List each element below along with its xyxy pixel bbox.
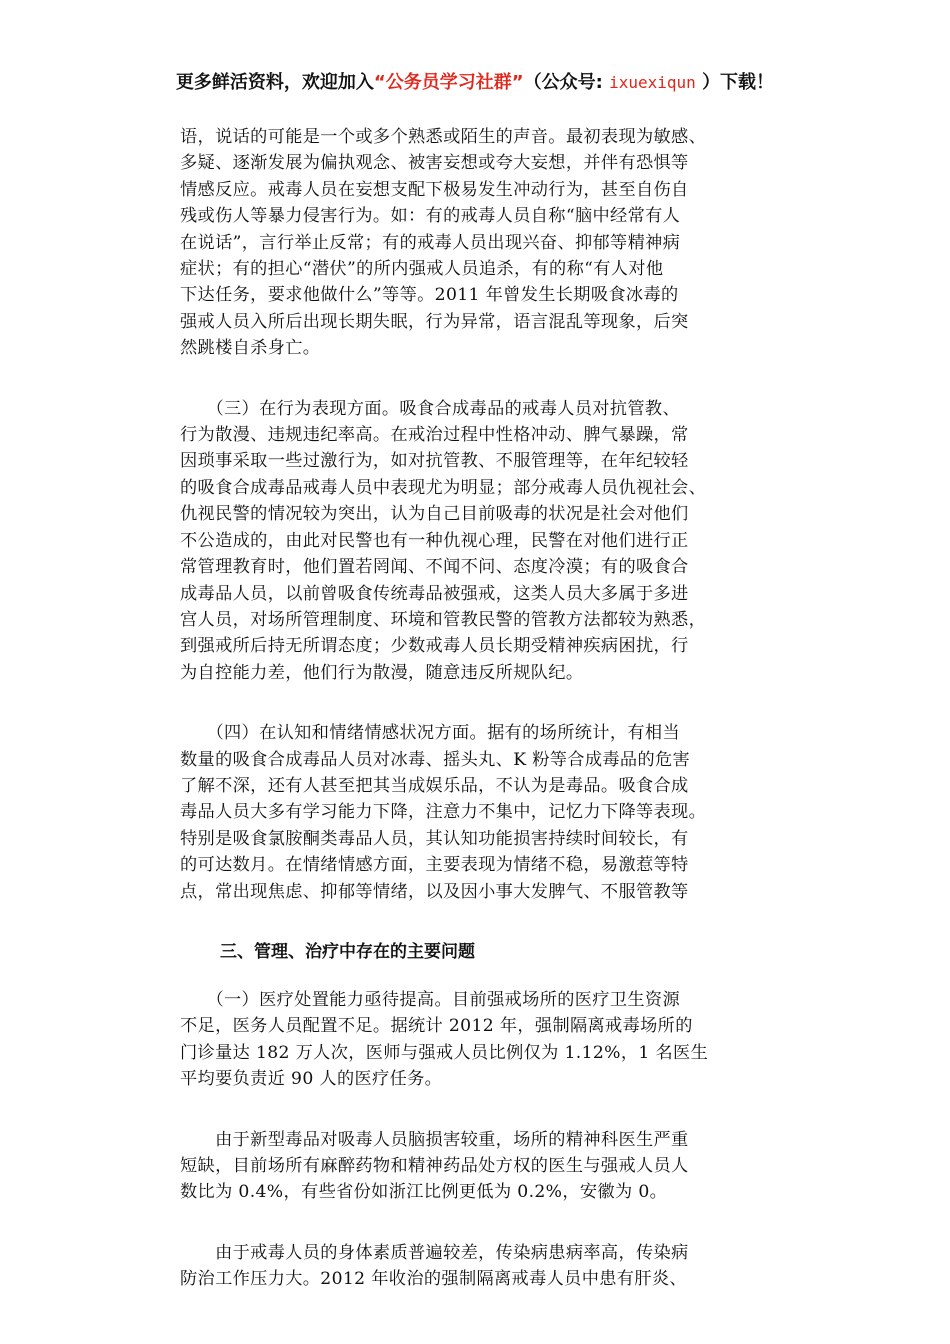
banner-middle: （公众号:: [523, 72, 603, 93]
text-line: 在说话”，言行举止反常；有的戒毒人员出现兴奋、抑郁等精神病: [180, 232, 681, 253]
text-line: 的可达数月。在情绪情感方面，主要表现为情绪不稳，易激惹等特: [180, 855, 689, 876]
paragraph-hallucination-continued: [180, 124, 780, 362]
text-line: 由于戒毒人员的身体素质普遍较差，传染病患病率高，传染病: [180, 1242, 689, 1263]
text-line: 的吸食合成毒品戒毒人员中表现尤为明显；部分戒毒人员仇视社会、: [180, 477, 707, 498]
text-line: 语，说话的可能是一个或多个熟悉或陌生的声音。最初表现为敏感、: [180, 127, 707, 147]
text-line: 毒品人员大多有学习能力下降，注意力不集中，记忆力下降等表现。: [180, 802, 707, 823]
text-line: 常管理教育时，他们置若罔闻、不闻不问、态度冷漠；有的吸食合: [180, 557, 689, 578]
banner-suffix: ）下载！: [702, 72, 775, 93]
document-body: [180, 124, 780, 1327]
text-line: 成毒品人员，以前曾吸食传统毒品被强戒，这类人员大多属于多进: [180, 583, 689, 604]
text-line: 数量的吸食合成毒品人员对冰毒、摇头丸、K 粉等合成毒品的危害: [180, 749, 691, 770]
text-line: （四）在认知和情绪情感状况方面。据有的场所统计，有相当: [180, 723, 680, 744]
text-line: 特别是吸食氯胺酮类毒品人员，其认知功能损害持续时间较长，有: [180, 828, 689, 849]
text-line: 下达任务，要求他做什么”等等。2011 年曾发生长期吸食冰毒的: [180, 285, 679, 306]
text-line: 行为散漫、违规违纪率高。在戒治过程中性格冲动、脾气暴躁，常: [180, 425, 689, 446]
text-line: 强戒人员入所后出现长期失眠，行为异常，语言混乱等现象，后突: [180, 311, 689, 332]
text-line: 不公造成的，由此对民警也有一种仇视心理，民警在对他们进行正: [180, 530, 689, 551]
section-heading: 三、管理、治疗中存在的主要问题: [220, 941, 475, 962]
text-line: 因琐事采取一些过激行为，如对抗管教、不服管理等，在年纪较轻: [180, 451, 689, 472]
text-line: 症状；有的担心“潜伏”的所内强戒人员追杀，有的称“有人对他: [180, 259, 664, 280]
text-line: 门诊量达 182 万人次，医师与强戒人员比例仅为 1.12%，1 名医生: [180, 1042, 709, 1063]
paragraph-medical-capacity: [180, 987, 780, 1093]
text-line: （三）在行为表现方面。吸食合成毒品的戒毒人员对抗管教、: [180, 398, 680, 419]
text-line: 多疑、逐渐发展为偏执观念、被害妄想或夸大妄想，并伴有恐惧等: [180, 153, 689, 174]
text-line: 平均要负责近 90 人的医疗任务。: [180, 1069, 443, 1090]
promo-banner: [0, 68, 950, 94]
paragraph-infectious-disease: [180, 1240, 780, 1293]
banner-account: ixuexiqun: [609, 73, 696, 92]
text-line: 防治工作压力大。2012 年收治的强制隔离戒毒人员中患有肝炎、: [180, 1269, 687, 1290]
text-line: 然跳楼自杀身亡。: [180, 338, 321, 359]
paragraph-cognition: [180, 720, 780, 905]
text-line: 由于新型毒品对吸毒人员脑损害较重，场所的精神科医生严重: [180, 1129, 689, 1150]
banner-prefix: 更多鲜活资料，欢迎加入: [175, 72, 374, 93]
paragraph-behavior: [180, 396, 780, 686]
text-line: 了解不深，还有人甚至把其当成娱乐品，不认为是毒品。吸食合成: [180, 775, 689, 796]
text-line: 短缺，目前场所有麻醉药物和精神药品处方权的医生与强戒人员人: [180, 1156, 689, 1176]
text-line: 到强戒所后持无所谓态度；少数戒毒人员长期受精神疾病困扰，行: [180, 636, 689, 657]
text-line: （一）医疗处置能力亟待提高。目前强戒场所的医疗卫生资源: [180, 989, 680, 1010]
text-line: 宫人员，对场所管理制度、环境和管教民警的管教方法都较为熟悉，: [180, 609, 707, 630]
text-line: 为自控能力差，他们行为散漫，随意违反所规队纪。: [180, 662, 584, 683]
text-line: 数比为 0.4%，有些省份如浙江比例更低为 0.2%，安徽为 0。: [180, 1182, 668, 1203]
text-line: 不足，医务人员配置不足。据统计 2012 年，强制隔离戒毒场所的: [180, 1016, 693, 1037]
text-line: 残或伤人等暴力侵害行为。如：有的戒毒人员自称“脑中经常有人: [180, 206, 681, 227]
paragraph-psychiatrists: [180, 1127, 780, 1206]
text-line: 情感反应。戒毒人员在妄想支配下极易发生冲动行为，甚至自伤自: [180, 179, 689, 200]
banner-group-name: “公务员学习社群”: [373, 72, 524, 93]
text-line: 仇视民警的情况较为突出，认为自己目前吸毒的状况是社会对他们: [180, 504, 689, 525]
text-line: 点，常出现焦虑、抑郁等情绪，以及因小事大发脾气、不服管教等: [180, 881, 689, 902]
